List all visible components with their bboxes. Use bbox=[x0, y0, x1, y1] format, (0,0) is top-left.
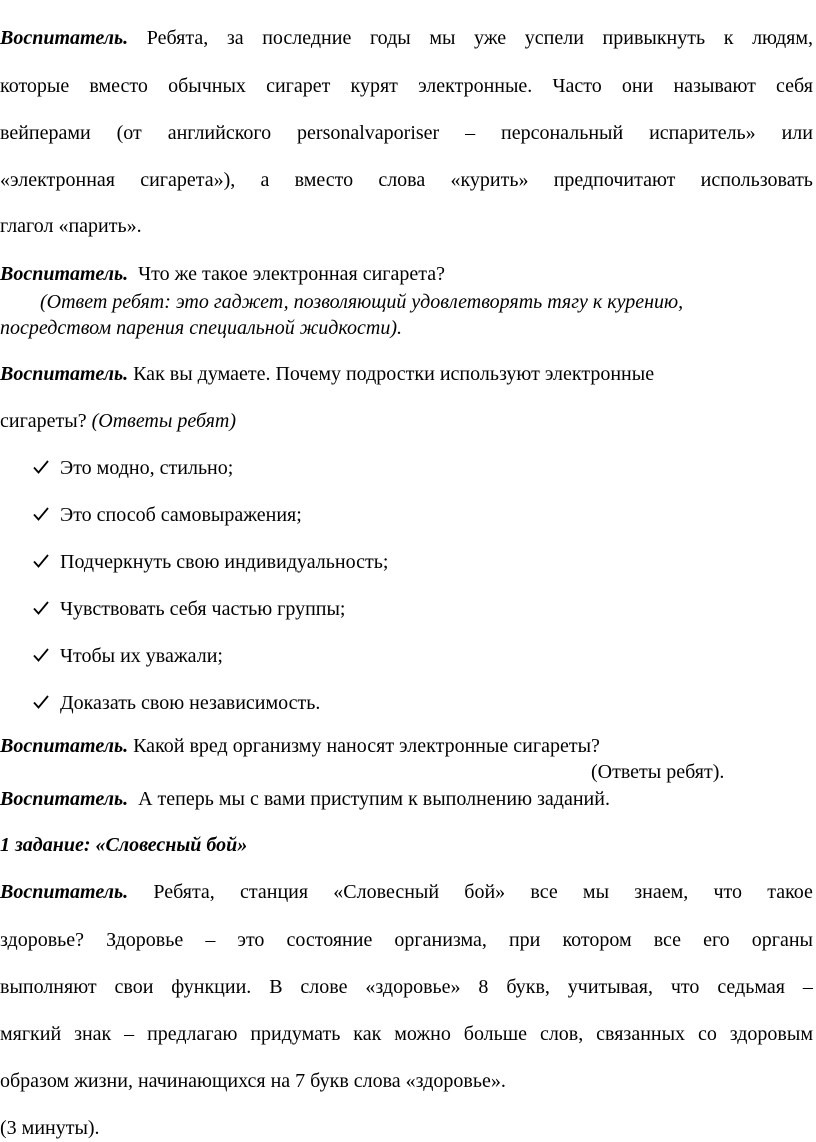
paragraph-2-line-1: Воспитатель. Ребята, станция «Словесный бой» все мы знаем, что такое bbox=[0, 881, 813, 903]
list-item: Это модно, стильно; bbox=[60, 457, 234, 479]
question-2-line-2: сигареты? (Ответы ребят) bbox=[0, 410, 236, 432]
paragraph-2-line-3: выполняют свои функции. В слове «здоровье» 8 букв, учитывая, что седьмая – bbox=[0, 976, 813, 998]
checkmark-icon bbox=[33, 553, 49, 569]
checkmark-icon bbox=[33, 694, 49, 710]
checkmark-icon bbox=[33, 647, 49, 663]
checkmark-icon bbox=[33, 506, 49, 522]
checkmark-icon bbox=[33, 459, 49, 475]
paragraph-1-line-5: глагол «парить». bbox=[0, 215, 142, 237]
speaker-label: Воспитатель. bbox=[0, 735, 129, 757]
list-item: Подчеркнуть свою индивидуальность; bbox=[60, 551, 389, 573]
paragraph-1-line-1: Воспитатель. Ребята, за последние годы мы уже успели привыкнуть к людям, bbox=[0, 27, 813, 49]
paragraph-1-line-3: вейперами (от английского personalvaporiser – персональный испаритель» или bbox=[0, 122, 813, 144]
question-1: Воспитатель. Что же такое электронная сигарета? bbox=[0, 263, 445, 285]
list-item: Чувствовать себя частью группы; bbox=[60, 598, 346, 620]
question-3: Воспитатель. Какой вред организму наносят электронные сигареты? bbox=[0, 735, 600, 757]
question-2-line-1: Воспитатель. Как вы думаете. Почему подростки используют электронные bbox=[0, 363, 655, 385]
answers-note: (Ответы ребят). bbox=[591, 761, 725, 783]
list-item: Это способ самовыражения; bbox=[60, 504, 302, 526]
speaker-label: Воспитатель. bbox=[0, 27, 129, 49]
list-item: Чтобы их уважали; bbox=[60, 645, 223, 667]
task-heading: 1 задание: «Словесный бой» bbox=[0, 834, 248, 856]
answer-1-line-2: посредством парения специальной жидкости). bbox=[0, 317, 403, 339]
list-item: Доказать свою независимость. bbox=[60, 692, 321, 714]
answers-note: (Ответы ребят) bbox=[91, 410, 236, 432]
speaker-label: Воспитатель. bbox=[0, 788, 129, 810]
speaker-label: Воспитатель. bbox=[0, 263, 129, 285]
paragraph-1-line-4: «электронная сигарета»), а вместо слова «курить» предпочитают использовать bbox=[0, 169, 813, 191]
checkmark-icon bbox=[33, 600, 49, 616]
paragraph-2-line-4: мягкий знак – предлагаю придумать как можно больше слов, связанных со здоровым bbox=[0, 1023, 813, 1045]
answer-1-line-1: (Ответ ребят: это гаджет, позволяющий удовлетворять тягу к курению, bbox=[40, 291, 684, 313]
speaker-label: Воспитатель. bbox=[0, 363, 129, 385]
paragraph-2-line-5: образом жизни, начинающихся на 7 букв слова «здоровье». bbox=[0, 1070, 506, 1092]
time-note: (3 минуты). bbox=[0, 1117, 100, 1139]
speaker-label: Воспитатель. bbox=[0, 881, 129, 903]
question-4: Воспитатель. А теперь мы с вами приступим к выполнению заданий. bbox=[0, 788, 610, 810]
paragraph-2-line-2: здоровье? Здоровье – это состояние организма, при котором все его органы bbox=[0, 929, 813, 951]
paragraph-1-line-2: которые вместо обычных сигарет курят электронные. Часто они называют себя bbox=[0, 75, 813, 97]
